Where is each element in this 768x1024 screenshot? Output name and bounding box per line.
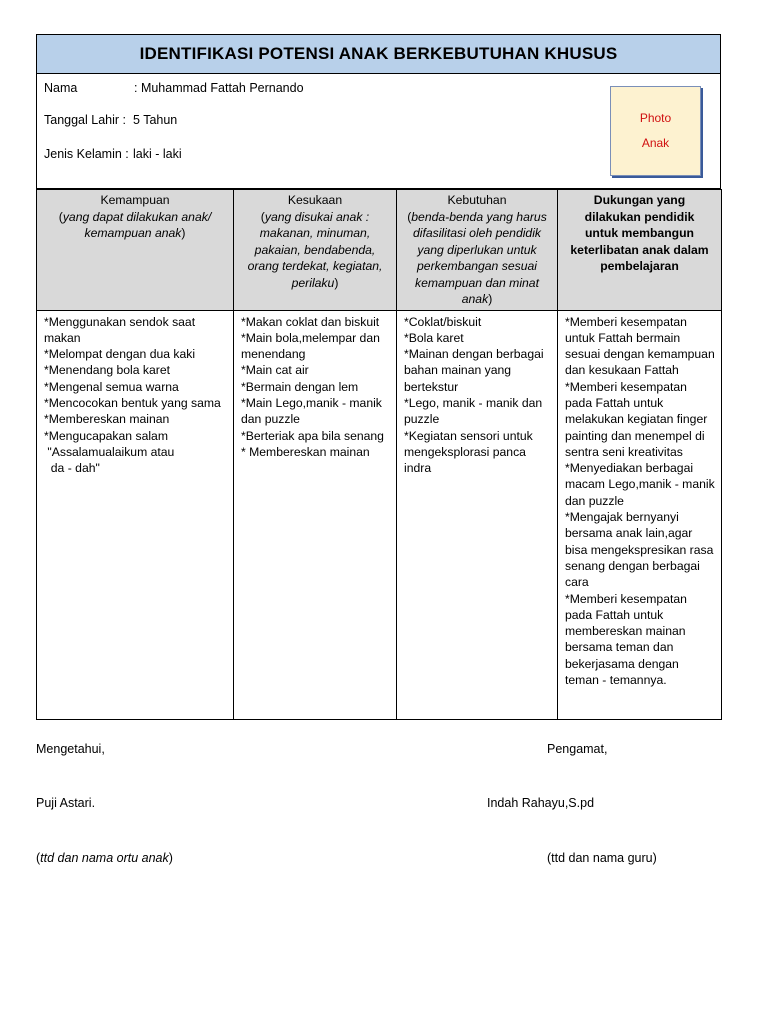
list-item: *Membereskan mainan xyxy=(44,412,170,427)
list-item: *Kegiatan sensori untuk mengeksplorasi panca indra xyxy=(404,428,537,476)
header-kebutuhan xyxy=(397,190,558,311)
header-paren-close: ) xyxy=(334,275,339,290)
list-item: *Makan coklat dan biskuit xyxy=(241,314,380,329)
header-paren-open: ( xyxy=(58,209,63,224)
kesukaan-cell xyxy=(234,310,397,719)
birthdate-value: 5 Tahun xyxy=(133,113,178,127)
list-item: *Bermain dengan lem xyxy=(241,379,359,394)
kemampuan-cell xyxy=(37,310,234,719)
header-subtitle: yang dapat dilakukan anak/ kemampuan anak xyxy=(62,209,212,240)
name-row xyxy=(44,81,304,95)
child-info-section xyxy=(36,74,721,189)
identification-form xyxy=(36,34,721,720)
list-item: *Lego, manik - manik dan puzzle xyxy=(404,395,546,427)
list-item: *Berteriak apa bila senang xyxy=(241,428,384,443)
header-subtitle: yang disukai anak : makanan, minuman, pakaian, bendabenda, orang terdekat, kegiatan, perilaku xyxy=(247,209,383,290)
list-item: "Assalamualaikum atau xyxy=(44,444,175,459)
header-title: Kebutuhan xyxy=(447,193,507,207)
form-title: IDENTIFIKASI POTENSI ANAK BERKEBUTUHAN KHUSUS xyxy=(36,34,721,74)
table-row xyxy=(37,310,722,719)
note-paren-close: ) xyxy=(168,851,173,865)
name-value: : Muhammad Fattah Pernando xyxy=(134,81,304,95)
header-paren-open: ( xyxy=(260,209,265,224)
name-label: Nama xyxy=(44,81,78,95)
gender-row xyxy=(44,147,182,161)
list-item: *Main cat air xyxy=(241,363,309,378)
header-kemampuan xyxy=(37,190,234,311)
header-paren-open: ( xyxy=(407,209,412,224)
parent-name: Puji Astari. xyxy=(36,796,96,810)
birthdate-row xyxy=(44,113,177,127)
header-dukungan xyxy=(558,190,722,311)
gender-label: Jenis Kelamin : xyxy=(44,147,129,161)
teacher-signature-note: (ttd dan nama guru) xyxy=(547,851,657,865)
child-photo-placeholder xyxy=(610,86,701,176)
acknowledged-label: Mengetahui, xyxy=(36,742,105,756)
list-item: *Mengucapakan salam xyxy=(44,428,168,443)
list-item: *Memberi kesempatan pada Fattah untuk membereskan mainan bersama teman dan bekerjasama dengan teman - temannya. xyxy=(565,591,691,688)
list-item: da - dah" xyxy=(44,461,100,476)
list-item: *Main bola,melempar dan menendang xyxy=(241,330,384,362)
kebutuhan-cell xyxy=(397,310,558,719)
list-item: *Main Lego,manik - manik dan puzzle xyxy=(241,395,386,427)
gender-value: laki - laki xyxy=(133,147,182,161)
birthdate-label: Tanggal Lahir : xyxy=(44,113,127,127)
dukungan-cell xyxy=(558,310,722,719)
list-item: *Melompat dengan dua kaki xyxy=(44,347,196,362)
note-paren-open: ( xyxy=(36,851,41,865)
parent-signature-note xyxy=(36,851,173,865)
list-item: *Menendang bola karet xyxy=(44,363,171,378)
list-item: *Memberi kesempatan untuk Fattah bermain sesuai dengan kemampuan dan kesukaan Fattah xyxy=(565,314,719,378)
list-item: *Menggunakan sendok saat makan xyxy=(44,314,199,345)
observer-label: Pengamat, xyxy=(547,742,608,756)
list-item: *Menyediakan berbagai macam Lego,manik - manik dan puzzle xyxy=(565,461,719,508)
teacher-name: Indah Rahayu,S.pd xyxy=(487,796,595,810)
list-item: *Coklat/biskuit xyxy=(404,314,482,329)
photo-sublabel: Anak xyxy=(641,136,670,150)
header-subtitle: benda-benda yang harus difasilitasi oleh pendidik yang diperlukan untuk perkembangan sesuai kemampuan dan minat anak xyxy=(411,209,547,306)
list-item: *Memberi kesempatan pada Fattah untuk melakukan kegiatan finger painting dan menempel di sentra seni kreativitas xyxy=(565,379,711,459)
list-item: *Bola karet xyxy=(404,330,464,345)
potential-table xyxy=(36,189,722,720)
note-text: ttd dan nama ortu anak xyxy=(40,851,169,865)
header-paren-close: ) xyxy=(488,292,493,306)
list-item: *Mainan dengan berbagai bahan mainan yang bertekstur xyxy=(404,347,547,394)
list-item: *Mencocokan bentuk yang sama xyxy=(44,395,221,410)
list-item: * Membereskan mainan xyxy=(241,444,370,459)
list-item: *Mengenal semua warna xyxy=(44,379,179,394)
photo-label: Photo xyxy=(639,111,672,125)
header-paren-close: ) xyxy=(181,226,186,240)
list-item: *Mengajak bernyanyi bersama anak lain,agar bisa mengekspresikan rasa senang dengan berbagai cara xyxy=(565,510,717,590)
header-title: Kemampuan xyxy=(100,193,170,207)
header-title: Dukungan yang dilakukan pendidik untuk membangun keterlibatan anak dalam pembelajaran xyxy=(570,193,709,273)
header-kesukaan xyxy=(234,190,397,311)
header-title: Kesukaan xyxy=(287,193,343,207)
